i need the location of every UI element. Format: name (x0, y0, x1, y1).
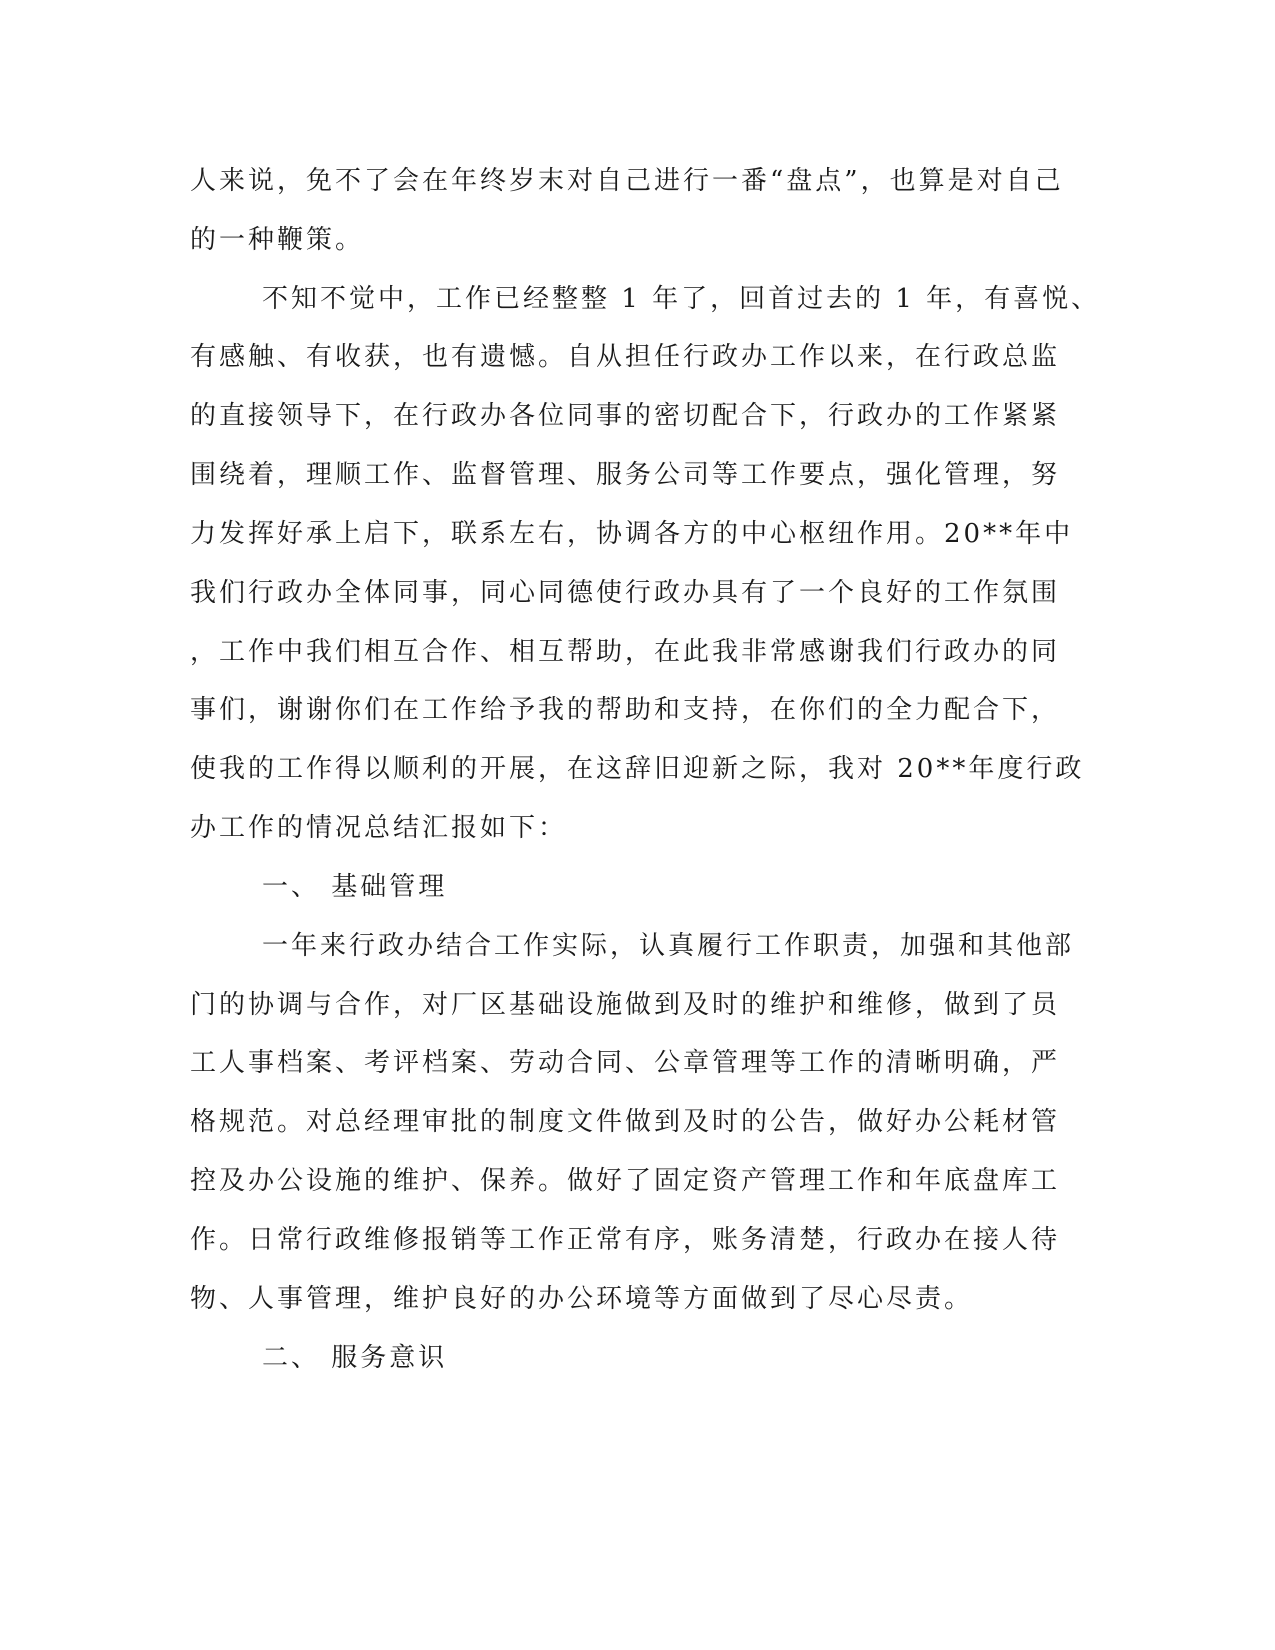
paragraph-line: 控及办公设施的维护、保养。做好了固定资产管理工作和年底盘库工 (190, 1166, 1061, 1196)
paragraph-line: 工人事档案、考评档案、劳动合同、公章管理等工作的清晰明确，严 (190, 1048, 1061, 1078)
section-heading: 二、 服务意识 (262, 1343, 448, 1373)
paragraph-line: 的直接领导下，在行政办各位同事的密切配合下，行政办的工作紧紧 (190, 401, 1061, 431)
section-heading: 一、 基础管理 (262, 872, 448, 902)
paragraph-line: 的一种鞭策。 (190, 225, 365, 255)
paragraph-line: 有感触、有收获，也有遗憾。自从担任行政办工作以来，在行政总监 (190, 342, 1061, 372)
paragraph-line: 事们，谢谢你们在工作给予我的帮助和支持，在你们的全力配合下， (190, 695, 1061, 725)
paragraph-line: 不知不觉中，工作已经整整 1 年了，回首过去的 1 年，有喜悦、 (262, 284, 1101, 314)
paragraph-line: 使我的工作得以顺利的开展，在这辞旧迎新之际，我对 20**年度行政 (190, 754, 1085, 784)
paragraph-line: 作。日常行政维修报销等工作正常有序，账务清楚，行政办在接人待 (190, 1225, 1061, 1255)
paragraph-line: 我们行政办全体同事，同心同德使行政办具有了一个良好的工作氛围 (190, 578, 1061, 608)
paragraph-line: 办工作的情况总结汇报如下： (190, 813, 568, 843)
paragraph-line: 一年来行政办结合工作实际，认真履行工作职责，加强和其他部 (262, 931, 1075, 961)
paragraph-line: 围绕着，理顺工作、监督管理、服务公司等工作要点，强化管理，努 (190, 460, 1061, 490)
paragraph-line: 人来说，免不了会在年终岁末对自己进行一番“盘点”，也算是对自己 (190, 166, 1064, 196)
paragraph-line: 格规范。对总经理审批的制度文件做到及时的公告，做好办公耗材管 (190, 1107, 1061, 1137)
paragraph-line: 门的协调与合作，对厂区基础设施做到及时的维护和维修，做到了员 (190, 990, 1061, 1020)
paragraph-line: 力发挥好承上启下，联系左右，协调各方的中心枢纽作用。20**年中 (190, 519, 1074, 549)
paragraph-line: 物、人事管理，维护良好的办公环境等方面做到了尽心尽责。 (190, 1284, 974, 1314)
paragraph-line: ，工作中我们相互合作、相互帮助，在此我非常感谢我们行政办的同 (190, 637, 1061, 667)
